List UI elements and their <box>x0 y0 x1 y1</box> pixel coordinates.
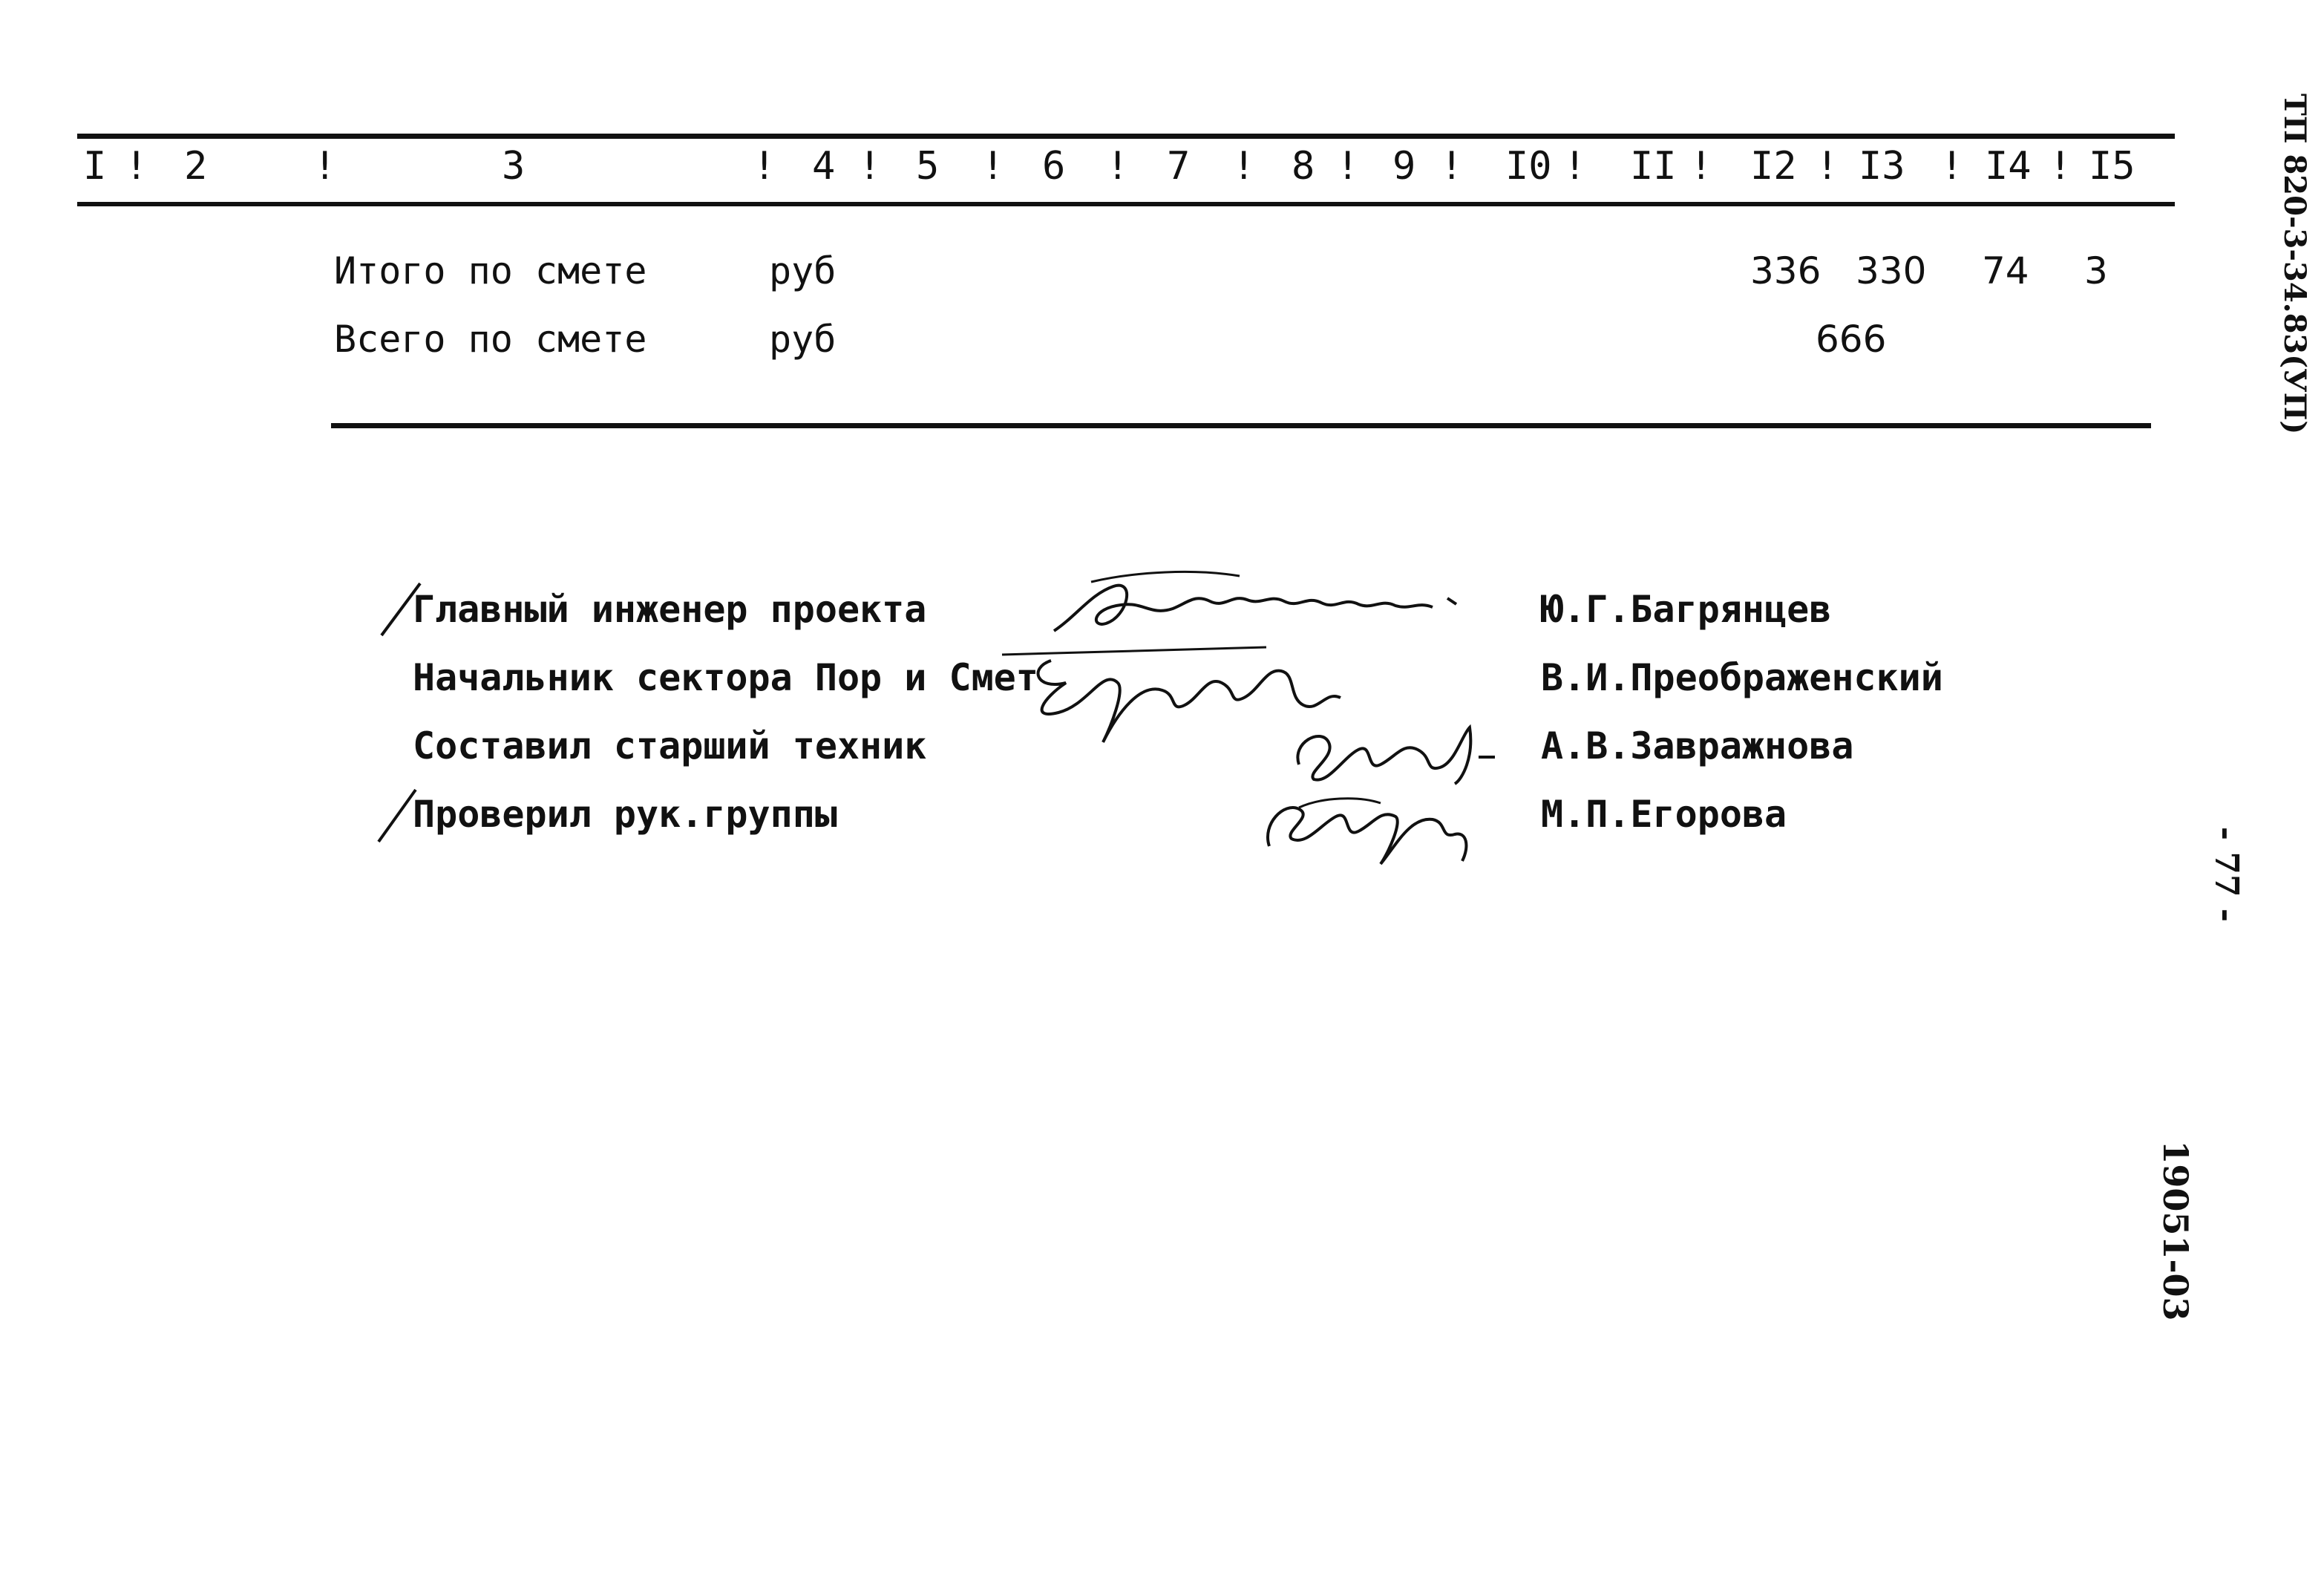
row-unit: руб <box>769 318 837 361</box>
header-col-11: II <box>1630 144 1677 189</box>
check-mark-icon <box>379 579 423 638</box>
header-col-4: 4 <box>812 144 836 189</box>
header-sep: ! <box>858 144 882 189</box>
totals-bottom-rule <box>331 423 2151 428</box>
row-grand-total: 666 <box>1816 318 1887 361</box>
header-col-6: 6 <box>1042 144 1066 189</box>
header-sep: ! <box>313 144 337 189</box>
signer-name: В.И.Преображенский <box>1541 656 1943 699</box>
header-col-9: 9 <box>1392 144 1416 189</box>
header-sep: ! <box>981 144 1005 189</box>
signer-name: М.П.Егорова <box>1541 793 1787 836</box>
header-sep: ! <box>1106 144 1130 189</box>
page-number: - 77 - <box>2207 826 2245 923</box>
signer-position: Проверил рук.группы <box>413 793 837 836</box>
header-sep: ! <box>1232 144 1256 189</box>
header-sep: ! <box>1689 144 1713 189</box>
header-col-14: I4 <box>1985 144 2032 189</box>
row-value-col13: 330 <box>1856 249 1927 292</box>
header-top-rule <box>77 134 2175 139</box>
signer-name: Ю.Г.Багрянцев <box>1541 588 1832 631</box>
header-sep: ! <box>1563 144 1587 189</box>
sheet-code: 19051-03 <box>2156 1140 2196 1321</box>
signature-scribble <box>1284 713 1499 787</box>
header-sep: ! <box>1940 144 1964 189</box>
header-col-3: 3 <box>502 144 526 189</box>
check-mark-icon <box>376 785 420 845</box>
header-col-13: I3 <box>1859 144 1905 189</box>
header-col-10: I0 <box>1505 144 1552 189</box>
row-value-col14: 74 <box>1982 249 2029 292</box>
row-label: Итого по смете <box>334 249 647 292</box>
signature-scribble <box>1254 787 1477 868</box>
header-sep: ! <box>1440 144 1464 189</box>
row-value-col12: 336 <box>1750 249 1821 292</box>
header-sep: ! <box>1816 144 1839 189</box>
header-col-12: I2 <box>1750 144 1797 189</box>
header-bottom-rule <box>77 202 2175 206</box>
header-col-2: 2 <box>184 144 208 189</box>
row-label: Всего по смете <box>334 318 647 361</box>
signer-position: Главный инженер проекта <box>413 588 927 631</box>
header-col-5: 5 <box>916 144 940 189</box>
header-col-1: I <box>83 144 107 189</box>
doc-code: ТП 820-3-34.83(УП) <box>2277 94 2312 435</box>
signer-name: А.В.Завражнова <box>1541 724 1854 767</box>
signature-scribble <box>1047 564 1462 646</box>
header-col-7: 7 <box>1167 144 1191 189</box>
row-unit: руб <box>769 249 837 292</box>
header-col-15: I5 <box>2089 144 2135 189</box>
header-sep: ! <box>1336 144 1360 189</box>
row-value-col15: 3 <box>2084 249 2108 292</box>
header-sep: ! <box>2049 144 2072 189</box>
header-sep: ! <box>125 144 148 189</box>
signer-position: Составил старший техник <box>413 724 927 767</box>
signer-position: Начальник сектора Пор и Смет <box>413 656 1038 699</box>
header-col-8: 8 <box>1292 144 1315 189</box>
header-sep: ! <box>753 144 776 189</box>
